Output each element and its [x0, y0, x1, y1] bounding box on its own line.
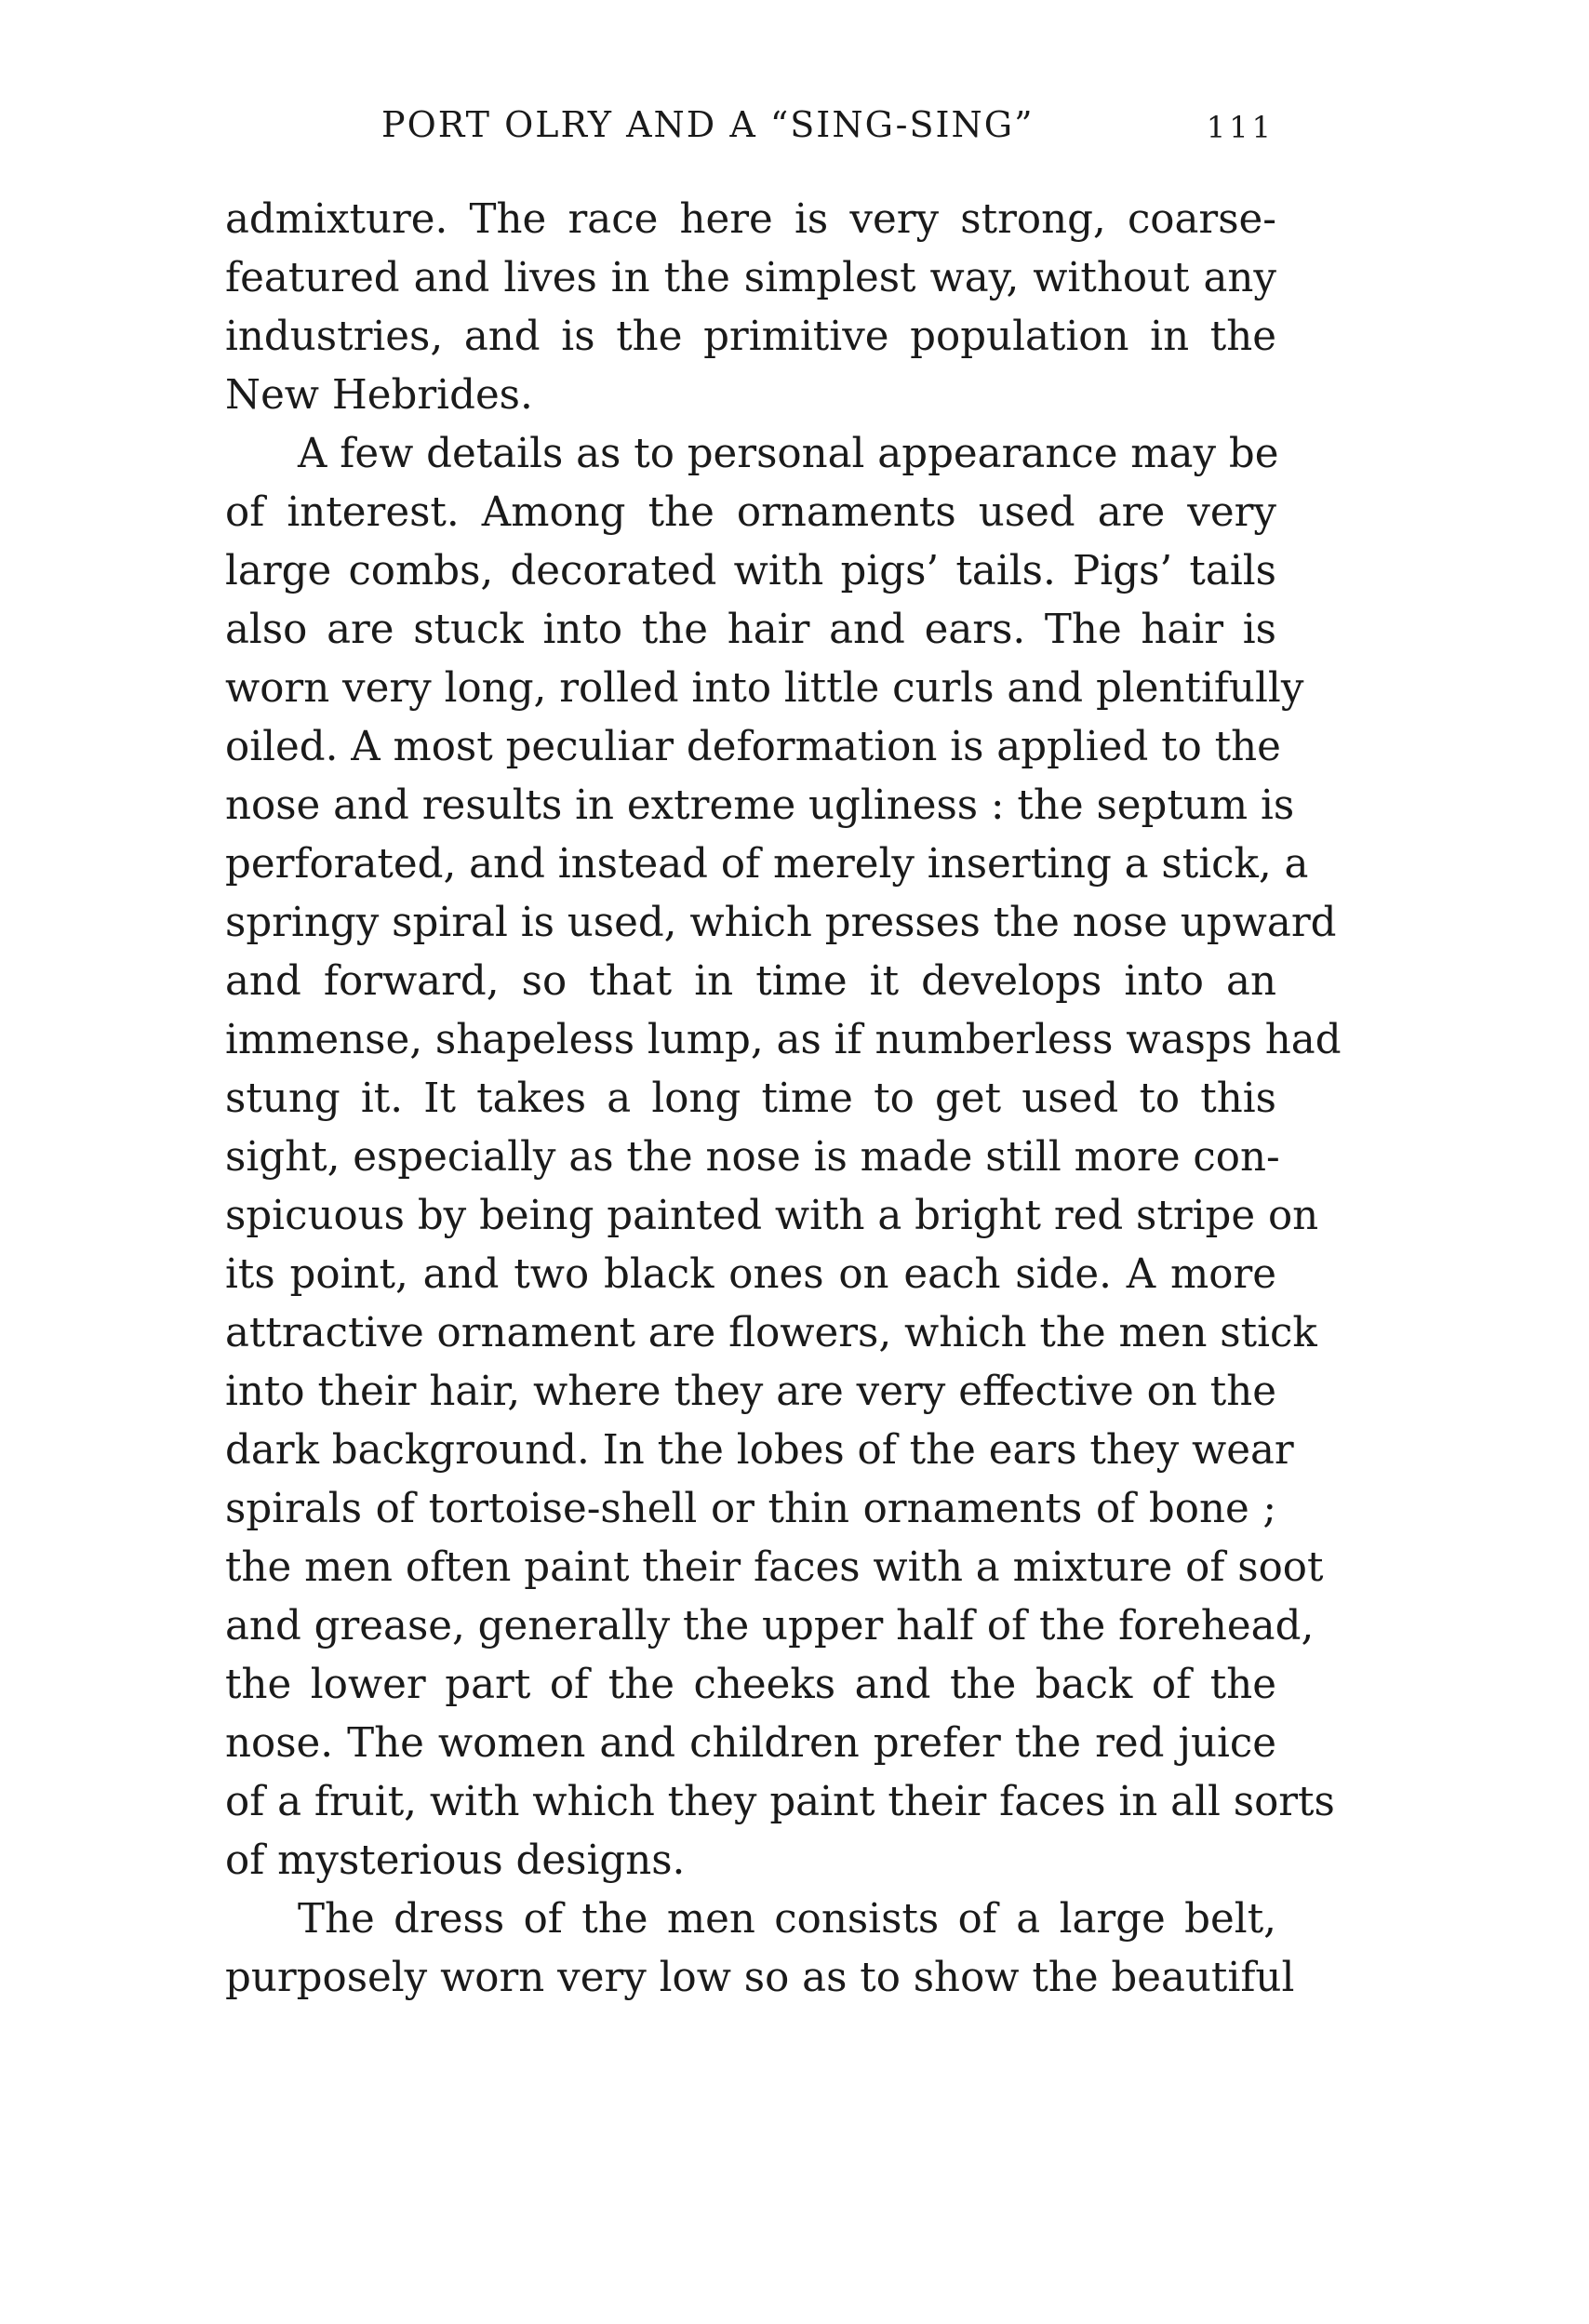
running-head — [223, 104, 1275, 160]
text-line: spirals of tortoise-shell or thin ornaments of bone ; — [225, 1486, 1276, 1532]
text-line: industries, and is the primitive population in the — [225, 314, 1276, 360]
text-line: the men often paint their faces with a mixture of soot — [225, 1544, 1324, 1591]
text-line: spicuous by being painted with a bright red stripe on — [225, 1193, 1319, 1239]
text-line: admixture. The race here is very strong, coarse- — [225, 196, 1276, 243]
text-line: its point, and two black ones on each side. A more — [225, 1251, 1276, 1298]
text-line: featured and lives in the simplest way, without any — [225, 255, 1276, 301]
text-line: and forward, so that in time it develops into an — [225, 958, 1276, 1005]
text-line: A few details as to personal appearance may be — [298, 431, 1279, 477]
text-line: into their hair, where they are very effective on the — [225, 1369, 1276, 1415]
text-line: the lower part of the cheeks and the back of the — [225, 1662, 1276, 1708]
paragraph-1 — [225, 191, 1276, 425]
text-line: of a fruit, with which they paint their faces in all sorts — [225, 1779, 1335, 1825]
text-line: perforated, and instead of merely inserting a stick, a — [225, 841, 1309, 888]
text-line: also are stuck into the hair and ears. The hair is — [225, 607, 1276, 653]
text-line: sight, especially as the nose is made still more con- — [225, 1134, 1280, 1181]
text-line: New Hebrides. — [225, 372, 533, 419]
text-line: springy spiral is used, which presses the nose upward — [225, 900, 1337, 946]
text-line: nose. The women and children prefer the red juice — [225, 1720, 1276, 1767]
text-line: of interest. Among the ornaments used are very — [225, 489, 1276, 536]
text-line: worn very long, rolled into little curls and plentifully — [225, 665, 1304, 712]
text-line: purposely worn very low so as to show the beautiful — [225, 1955, 1295, 2001]
text-line: and grease, generally the upper half of the forehead, — [225, 1603, 1315, 1650]
paragraph-3 — [225, 1890, 1295, 2008]
text-line: The dress of the men consists of a large belt, — [298, 1896, 1276, 1943]
running-title: PORT OLRY AND A “SING-SING” — [381, 104, 1035, 145]
text-line: of mysterious designs. — [225, 1837, 686, 1884]
text-line: nose and results in extreme ugliness : the septum is — [225, 782, 1295, 829]
text-line: stung it. It takes a long time to get used to this — [225, 1075, 1276, 1122]
page-number: 111 — [1206, 110, 1275, 145]
paragraph-2 — [225, 425, 1342, 1890]
text-line: large combs, decorated with pigs’ tails. Pigs’ tails — [225, 548, 1276, 594]
text-line: immense, shapeless lump, as if numberless wasps had — [225, 1017, 1342, 1063]
text-line: dark background. In the lobes of the ears they wear — [225, 1427, 1294, 1474]
body-text — [225, 191, 1342, 2008]
text-line: attractive ornament are flowers, which the men stick — [225, 1310, 1317, 1356]
text-line: oiled. A most peculiar deformation is applied to the — [225, 724, 1281, 770]
